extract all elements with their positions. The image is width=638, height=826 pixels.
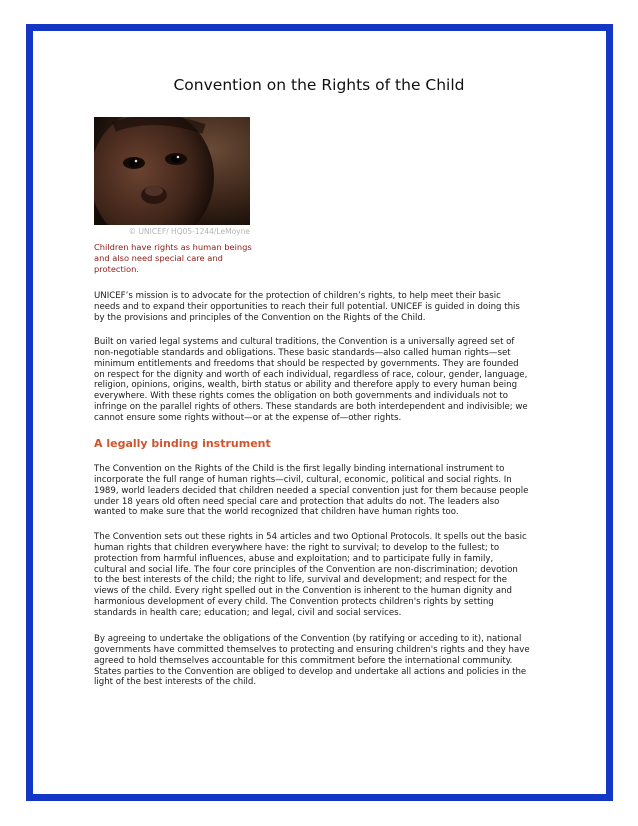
paragraph-mission [94,291,554,324]
paragraph-standards [94,337,554,424]
child-photo [94,117,250,225]
paragraph-line: views of the child. Every right spelled out in the Convention is inherent to the human dignity and [94,586,512,597]
paragraph-first-binding [94,464,554,518]
caption-line: and also need special care and [94,252,223,263]
paragraph-line: By agreeing to undertake the obligations of the Convention (by ratifying or acceding to it), national [94,634,522,644]
paragraph-line: non-negotiable standards and obligations. These basic standards—also called human rights—set [94,347,511,358]
paragraph-line: religion, opinions, origins, wealth, birth status or ability and therefore apply to every human being [94,380,518,391]
paragraph-line: on respect for the dignity and worth of each individual, regardless of race, colour, gender, language, [94,369,528,380]
paragraph-line: States parties to the Convention are obliged to develop and undertake all actions and policies in the [94,666,527,677]
paragraph-obligations [94,634,554,688]
paragraph-line: agreed to hold themselves accountable for this commitment before the international community. [94,655,513,666]
section-heading: A legally binding instrument [94,437,271,450]
paragraph-line: UNICEF’s mission is to advocate for the protection of children’s rights, to help meet their basic [94,291,501,301]
paragraph-line: cultural and social life. The four core principles of the Convention are non-discrimination; devotion [94,564,518,575]
paragraph-line: 1989, world leaders decided that children needed a special convention just for them because people [94,485,529,496]
paragraph-line: The Convention sets out these rights in 54 articles and two Optional Protocols. It spells out the basic [94,532,527,542]
paragraph-line: infringe on the parallel rights of others. These standards are both interdependent and indivisible; we [94,402,528,413]
paragraph-line: human rights that children everywhere have: the right to survival; to develop to the fullest; to [94,542,500,553]
photo-caption [94,242,254,274]
caption-line: protection. [94,263,140,274]
caption-line: Children have rights as human beings [94,242,252,252]
paragraph-line: light of the best interests of the child. [94,677,257,688]
paragraph-line: cannot ensure some rights without—or at the expense of—other rights. [94,412,402,423]
paragraph-line: minimum entitlements and freedoms that should be respected by governments. They are founded [94,358,519,369]
paragraph-line: to the best interests of the child; the right to life, survival and development; and respect for the [94,575,508,586]
paragraph-line: harmonious development of every child. The Convention protects children's rights by setting [94,597,494,608]
page-title: Convention on the Rights of the Child [173,76,465,94]
paragraph-line: standards in health care; education; and legal, civil and social services. [94,607,402,618]
paragraph-line: The Convention on the Rights of the Child is the first legally binding international instrument to [94,464,505,474]
paragraph-line: wanted to make sure that the world recognized that children have human rights too. [94,507,459,518]
paragraph-line: incorporate the full range of human rights—civil, cultural, economic, political and social rights. In [94,474,512,485]
paragraph-line: everywhere. With these rights comes the obligation on both governments and individuals not to [94,391,509,402]
paragraph-line: governments have committed themselves to protecting and ensuring children's rights and they have [94,644,530,655]
paragraph-line: by the provisions and principles of the Convention on the Rights of the Child. [94,312,426,323]
paragraph-line: needs and to expand their opportunities to reach their full potential. UNICEF is guided in doing this [94,301,520,312]
photo-credit: © UNICEF/ HQ05-1244/LeMoyne [128,227,250,236]
paragraph-line: under 18 years old often need special care and protection that adults do not. The leaders also [94,496,500,507]
paragraph-line: Built on varied legal systems and cultural traditions, the Convention is a universally agreed set of [94,337,515,347]
paragraph-line: protection from harmful influences, abuse and exploitation; and to participate fully in family, [94,553,494,564]
paragraph-articles [94,532,554,619]
